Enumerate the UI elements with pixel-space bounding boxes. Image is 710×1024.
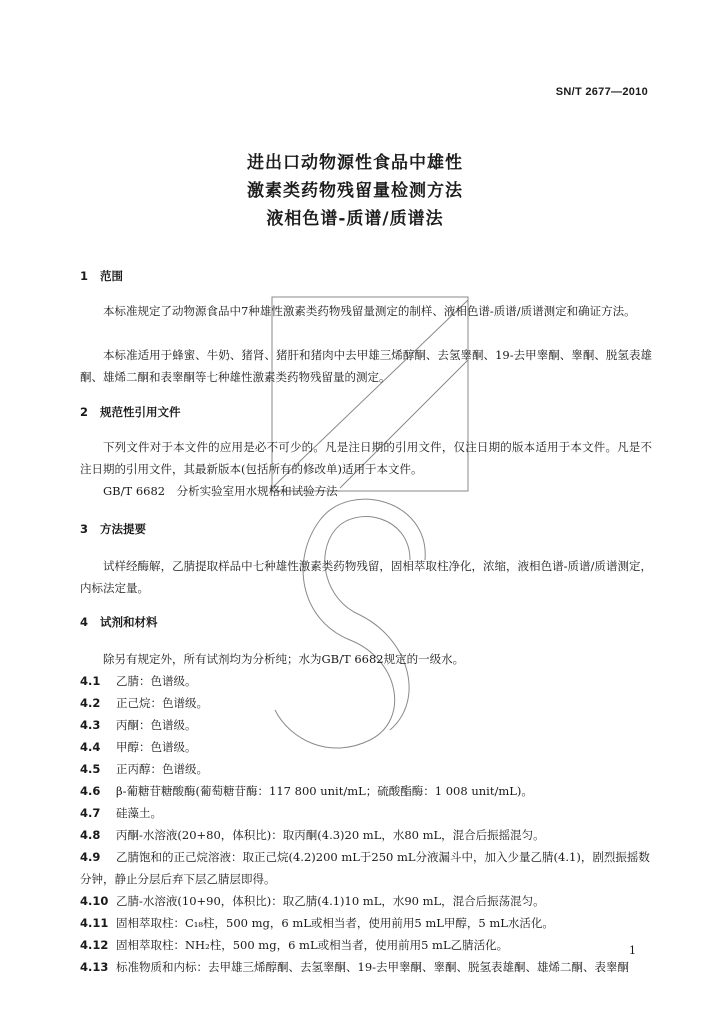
item-number: 4.5 <box>80 762 101 776</box>
list-item <box>80 890 652 912</box>
item-text: β-葡糖苷糖酸酶(葡萄糖苷酶：117 800 unit/mL；硫酸酯酶：1 008 unit/mL)。 <box>116 784 533 798</box>
method-paragraph-1: 试样经酶解，乙腈提取样品中七种雄性激素类药物残留，固相萃取柱净化，浓缩，液相色谱-质谱/质谱测定，内标法定量。 <box>80 559 652 595</box>
item-number: 4.8 <box>80 828 101 842</box>
title-line-1: 进出口动物源性食品中雄性 <box>247 153 463 173</box>
list-item <box>80 670 652 692</box>
item-text: 固相萃取柱：C₁₈柱，500 mg，6 mL或相当者，使用前用5 mL甲醇，5 mL水活化。 <box>116 916 554 930</box>
list-item <box>80 758 652 780</box>
reagents-paragraph-1: 除另有规定外，所有试剂均为分析纯；水为GB/T 6682规定的一级水。 <box>103 652 465 666</box>
item-text: 乙腈-水溶液(10+90，体积比)：取乙腈(4.1)10 mL，水90 mL，混合后振荡混匀。 <box>116 894 545 908</box>
item-text: 丙酮-水溶液(20+80，体积比)：取丙酮(4.3)20 mL，水80 mL，混合后振摇混匀。 <box>116 828 545 842</box>
references-paragraph-1: 下列文件对于本文件的应用是必不可少的。凡是注日期的引用文件，仅注日期的版本适用于本文件。凡是不注日期的引用文件，其最新版本(包括所有的修改单)适用于本文件。 <box>80 440 652 476</box>
item-text: 正己烷：色谱级。 <box>116 696 208 710</box>
standard-code: SN/T 2677—2010 <box>555 86 648 98</box>
section-number: 1 <box>80 269 89 283</box>
scope-paragraph-1: 本标准规定了动物源食品中7种雄性激素类药物残留量测定的制样、液相色谱-质谱/质谱测定和确证方法。 <box>103 304 636 318</box>
item-number: 4.2 <box>80 696 101 710</box>
section-heading-references <box>80 404 181 420</box>
page-number: 1 <box>629 944 636 957</box>
section-number: 3 <box>80 522 89 536</box>
section-title: 范围 <box>100 269 123 283</box>
list-item <box>80 780 652 802</box>
list-item <box>80 956 652 978</box>
list-item <box>80 736 652 758</box>
item-text: 乙腈：色谱级。 <box>116 674 197 688</box>
item-number: 4.1 <box>80 674 101 688</box>
section-title: 规范性引用文件 <box>100 405 181 419</box>
item-number: 4.9 <box>80 850 101 864</box>
item-text: 固相萃取柱：NH₂柱，500 mg，6 mL或相当者，使用前用5 mL乙腈活化。 <box>116 938 509 952</box>
item-number: 4.6 <box>80 784 101 798</box>
item-text: 甲醇：色谱级。 <box>116 740 197 754</box>
title-line-2: 激素类药物残留量检测方法 <box>247 181 463 201</box>
section-heading-method <box>80 521 146 537</box>
list-item <box>80 934 652 956</box>
list-item <box>80 692 652 714</box>
section-number: 2 <box>80 405 89 419</box>
list-item <box>80 802 652 824</box>
section-title: 方法提要 <box>100 522 146 536</box>
item-number: 4.3 <box>80 718 101 732</box>
list-item <box>80 912 652 934</box>
item-number: 4.11 <box>80 916 109 930</box>
list-item <box>80 714 652 736</box>
item-number: 4.12 <box>80 938 109 952</box>
section-title: 试剂和材料 <box>100 615 158 629</box>
item-text: 乙腈饱和的正己烷溶液：取正己烷(4.2)200 mL于250 mL分液漏斗中，加入少量乙腈(4.1)，剧烈振摇数分钟，静止分层后弃下层乙腈层即得。 <box>80 850 650 886</box>
section-number: 4 <box>80 615 89 629</box>
item-text: 丙酮：色谱级。 <box>116 718 197 732</box>
item-number: 4.10 <box>80 894 109 908</box>
item-text: 标准物质和内标：去甲雄三烯醇酮、去氢睾酮、19-去甲睾酮、睾酮、脱氢表雄酮、雄烯二酮、表睾酮 <box>116 960 630 974</box>
item-text: 正丙醇：色谱级。 <box>116 762 208 776</box>
item-number: 4.7 <box>80 806 101 820</box>
scope-paragraph-2: 本标准适用于蜂蜜、牛奶、猪肾、猪肝和猪肉中去甲雄三烯醇酮、去氢睾酮、19-去甲睾酮、睾酮、脱氢表雄酮、雄烯二酮和表睾酮等七种雄性激素类药物残留量的测定。 <box>80 348 652 384</box>
list-item <box>80 824 652 846</box>
item-text: 硅藻土。 <box>116 806 162 820</box>
list-item <box>80 846 652 890</box>
item-number: 4.4 <box>80 740 101 754</box>
section-heading-scope <box>80 268 123 284</box>
section-heading-reagents <box>80 614 158 630</box>
item-number: 4.13 <box>80 960 109 974</box>
title-line-3: 液相色谱-质谱/质谱法 <box>266 209 444 229</box>
references-paragraph-2: GB/T 6682 分析实验室用水规格和试验方法 <box>103 484 338 498</box>
